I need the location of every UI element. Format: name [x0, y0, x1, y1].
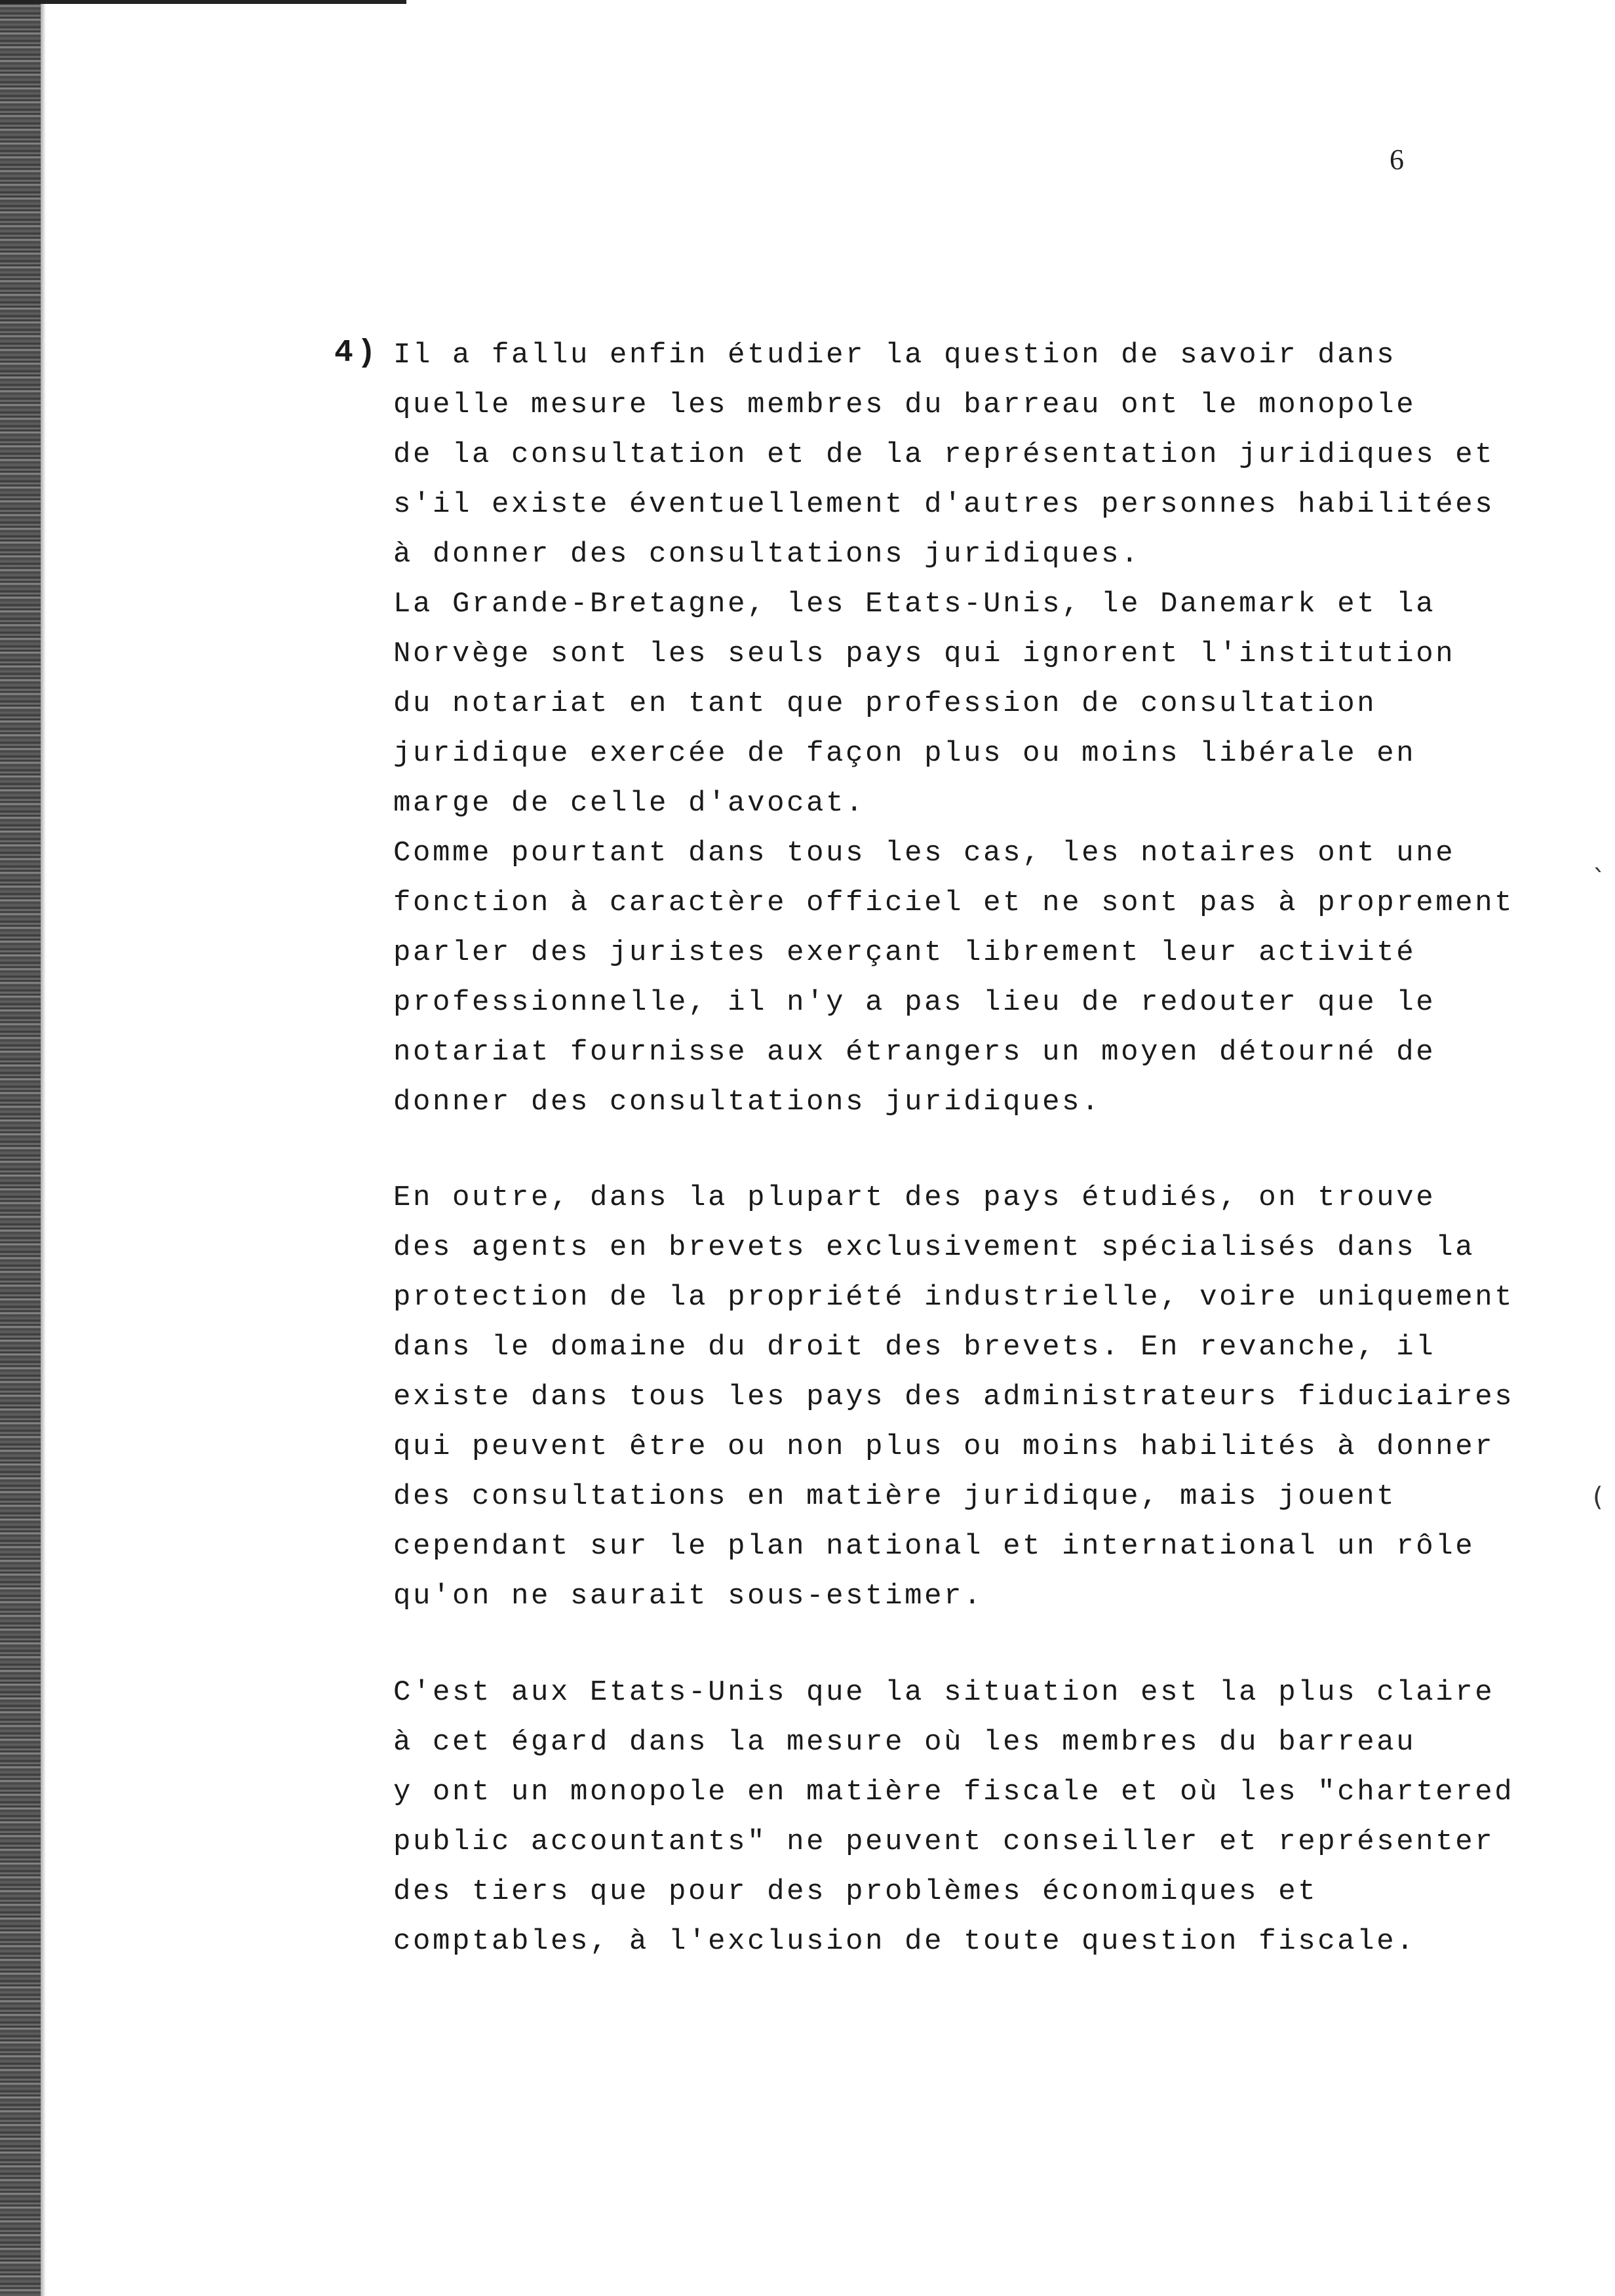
text-line: donner des consultations juridiques. — [393, 1086, 1102, 1119]
text-line: qui peuvent être ou non plus ou moins habilités à donner — [393, 1430, 1495, 1463]
text-line: Comme pourtant dans tous les cas, les notaires ont une — [393, 837, 1456, 870]
text-line: des consultations en matière juridique, mais jouent — [393, 1480, 1397, 1513]
text-line: En outre, dans la plupart des pays étudiés, on trouve — [393, 1181, 1436, 1214]
margin-tick-mark: ( — [1593, 1482, 1603, 1512]
text-line: des agents en brevets exclusivement spécialisés dans la — [393, 1231, 1475, 1264]
text-line: cependant sur le plan national et international un rôle — [393, 1530, 1475, 1563]
paragraph-3 — [393, 1668, 1586, 1966]
scan-top-edge — [0, 0, 406, 4]
scan-binding-edge — [0, 0, 41, 2296]
text-line: marge de celle d'avocat. — [393, 787, 866, 820]
text-line: s'il existe éventuellement d'autres personnes habilitées — [393, 488, 1495, 521]
text-line: de la consultation et de la représentation juridiques et — [393, 438, 1495, 471]
page-number: 6 — [1390, 144, 1404, 176]
text-line: qu'on ne saurait sous-estimer. — [393, 1580, 984, 1613]
text-line: dans le domaine du droit des brevets. En revanche, il — [393, 1331, 1436, 1364]
paragraph-1 — [393, 330, 1586, 1127]
text-line: protection de la propriété industrielle, voire uniquement — [393, 1281, 1515, 1314]
margin-tick-mark: ` — [1593, 865, 1606, 895]
text-line: existe dans tous les pays des administrateurs fiduciaires — [393, 1381, 1515, 1413]
text-line: juridique exercée de façon plus ou moins libérale en — [393, 737, 1416, 770]
paragraph-2 — [393, 1173, 1586, 1621]
text-line: fonction à caractère officiel et ne sont pas à proprement — [393, 887, 1515, 919]
text-line: comptables, à l'exclusion de toute question fiscale. — [393, 1925, 1416, 1958]
text-line: Norvège sont les seuls pays qui ignorent l'institution — [393, 638, 1456, 670]
text-line: à cet égard dans la mesure où les membres du barreau — [393, 1726, 1416, 1759]
text-line: à donner des consultations juridiques. — [393, 538, 1141, 571]
text-line: notariat fournisse aux étrangers un moyen détourné de — [393, 1036, 1436, 1069]
text-line: professionnelle, il n'y a pas lieu de redouter que le — [393, 986, 1436, 1019]
text-line: des tiers que pour des problèmes économiques et — [393, 1875, 1318, 1908]
text-line: La Grande-Bretagne, les Etats-Unis, le Danemark et la — [393, 588, 1436, 621]
list-item-marker: 4) — [334, 335, 380, 371]
text-line: parler des juristes exerçant librement leur activité — [393, 936, 1416, 969]
text-line: Il a fallu enfin étudier la question de savoir dans — [393, 339, 1397, 372]
text-line: public accountants" ne peuvent conseiller et représenter — [393, 1826, 1495, 1858]
text-line: C'est aux Etats-Unis que la situation est la plus claire — [393, 1676, 1495, 1709]
text-line: y ont un monopole en matière fiscale et où les "chartered — [393, 1776, 1515, 1808]
text-line: du notariat en tant que profession de consultation — [393, 687, 1377, 720]
text-line: quelle mesure les membres du barreau ont le monopole — [393, 389, 1416, 421]
